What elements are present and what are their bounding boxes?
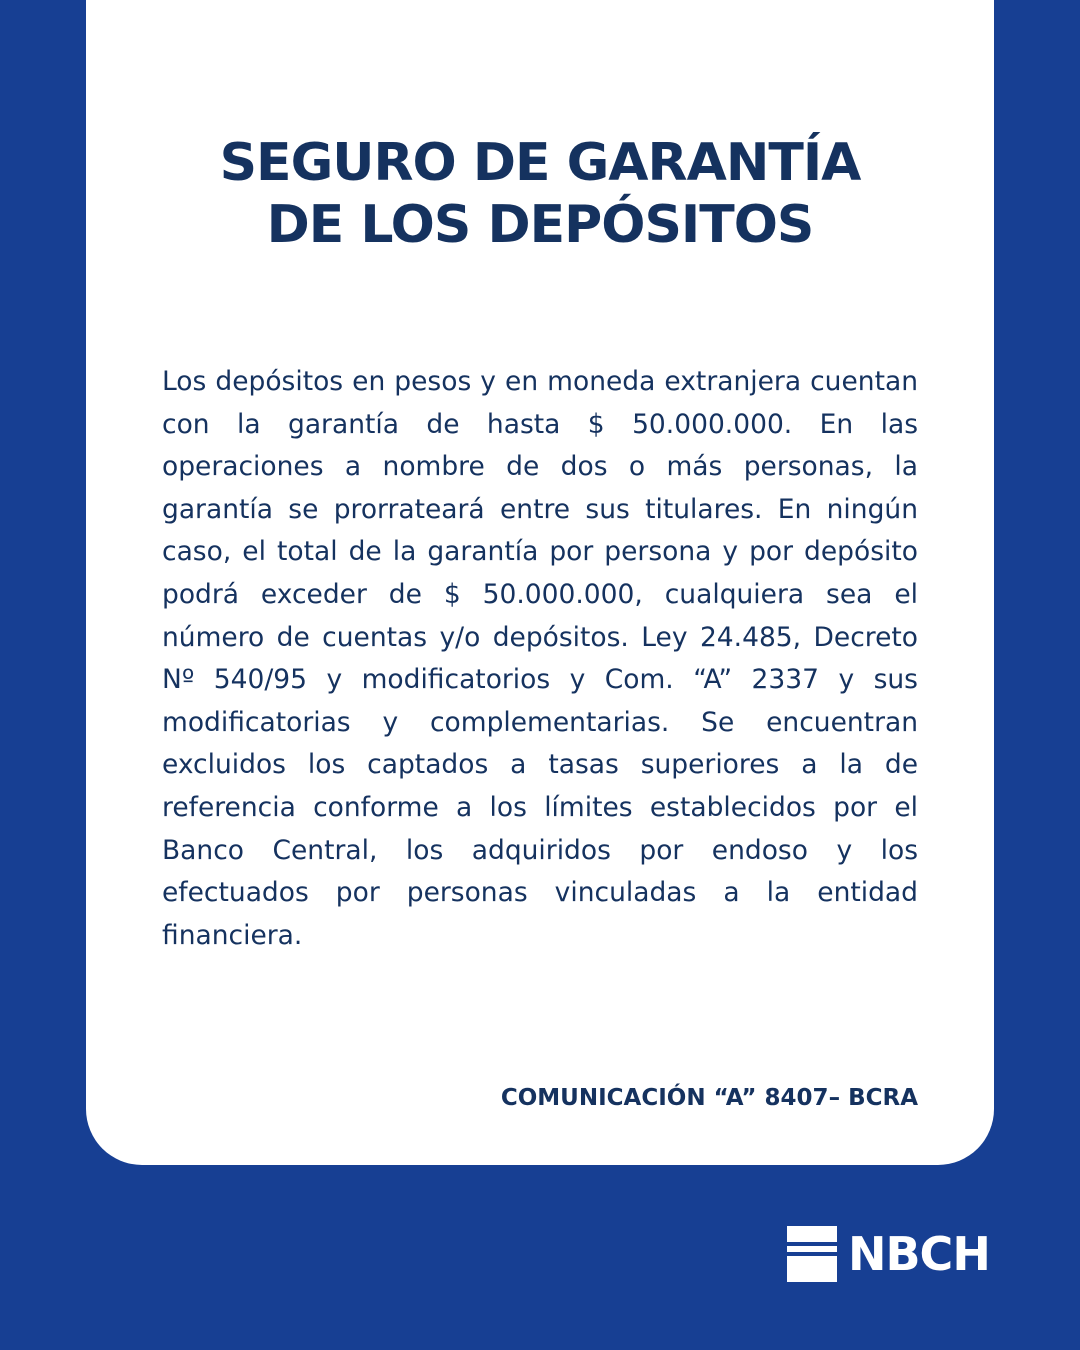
logo-wordmark: NBCH <box>848 1227 990 1281</box>
regulation-reference: COMUNICACIÓN “A” 8407– BCRA <box>500 1085 918 1111</box>
nbch-logo <box>787 1226 990 1282</box>
nbch-logo-icon <box>787 1226 837 1282</box>
title-line-1: SEGURO DE GARANTÍA <box>219 133 861 193</box>
info-card <box>86 0 994 1165</box>
page-title <box>86 132 994 256</box>
title-line-2: DE LOS DEPÓSITOS <box>266 195 814 255</box>
legal-paragraph: Los depósitos en pesos y en moneda extranjera cuentan con la garantía de hasta $ 50.000.000. En las operaciones a nombre de dos o más personas, la garantía se prorrateará entre sus titulares. En ningún caso, el total de la garantía por persona y por depósito podrá exceder de $ 50.000.000, cualquiera sea el número de cuentas y/o depósitos. Ley 24.485, Decreto Nº 540/95 y modificatorios y Com. “A” 2337 y sus modificatorias y complementarias. Se encuentran excluidos los captados a tasas superiores a la de referencia conforme a los límites establecidos por el Banco Central, los adquiridos por endoso y los efectuados por personas vinculadas a la entidad financiera. <box>162 366 918 951</box>
